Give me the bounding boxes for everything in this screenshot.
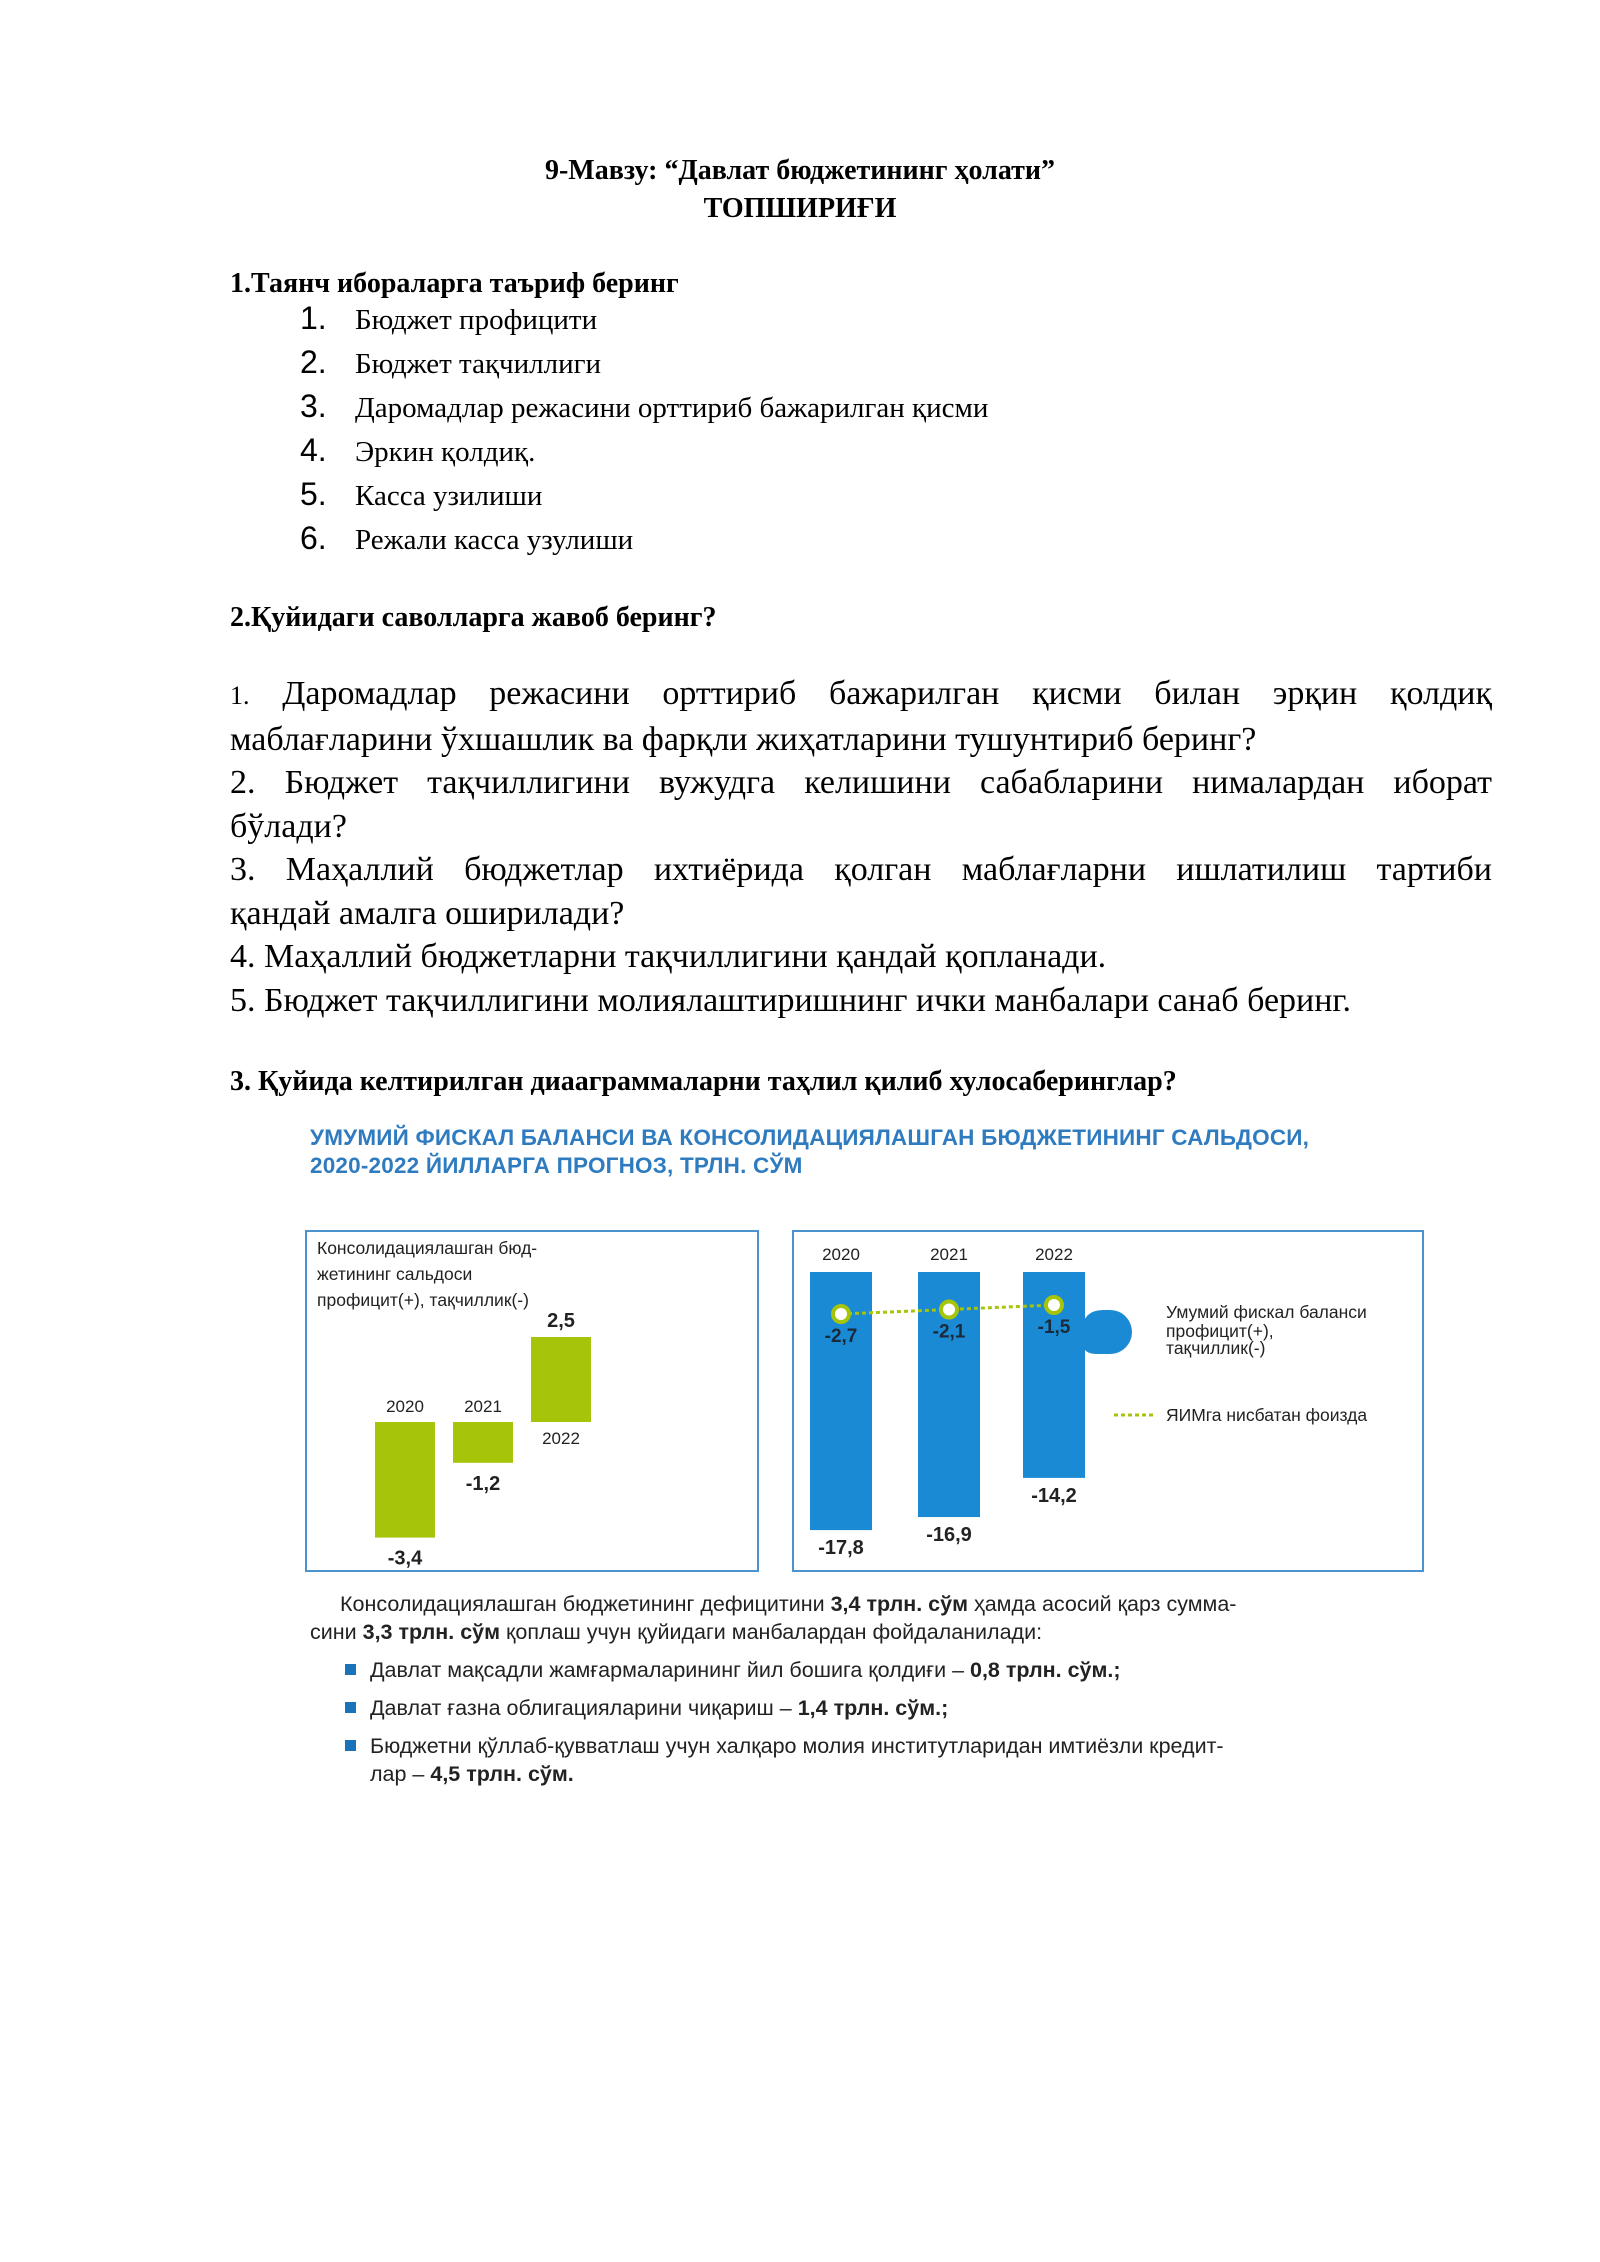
legend-label-1-line3: тақчиллик(-) — [1166, 1338, 1266, 1358]
data-label: -3,4 — [387, 1547, 423, 1570]
caption-text: ҳамда асосий қарз сумма- — [968, 1592, 1237, 1616]
data-label: -2,1 — [932, 1321, 966, 1343]
caption-bullet-continuation — [310, 1760, 1425, 1788]
data-label: -16,9 — [926, 1524, 972, 1547]
bullet-text: лар – — [370, 1762, 431, 1786]
data-label: -14,2 — [1031, 1484, 1077, 1507]
category-label: 2020 — [386, 1397, 424, 1416]
question-1-line2: маблағларини ўхшашлик ва фарқли жиҳатларини тушунтириб беринг? — [230, 720, 1257, 758]
definition-item — [300, 388, 988, 432]
question-2-line2: бўлади? — [230, 807, 347, 845]
chart-title-line3: профицит(+), тақчиллик(-) — [317, 1290, 529, 1310]
item-number: 1. — [300, 300, 327, 336]
caption-bullet — [310, 1694, 1425, 1722]
bar — [375, 1422, 435, 1538]
item-number: 5. — [300, 476, 327, 512]
bullet-text: Давлат ғазна облигацияларини чиқариш – — [370, 1696, 798, 1720]
figure-title-line2: 2020-2022 ЙИЛЛАРГА ПРОГНОЗ, ТРЛН. СЎМ — [310, 1153, 803, 1178]
section2-heading: 2.Қуйидаги саволларга жавоб беринг? — [230, 602, 717, 633]
data-label: -1,2 — [465, 1472, 501, 1495]
legend-label-1-line1: Умумий фискал баланси — [1166, 1302, 1367, 1322]
item-text: Эркин қолдиқ. — [355, 436, 536, 468]
item-text: Режали касса узулиши — [355, 524, 634, 556]
bullet-value: 1,4 трлн. сўм.; — [797, 1696, 949, 1720]
document-title: 9-Мавзу: “Давлат бюджетининг ҳолати” — [544, 155, 1056, 186]
caption-bullet — [310, 1732, 1425, 1760]
bullet-text: Бюджетни қўллаб-қувватлаш учун халқаро молия институтларидан имтиёзли кредит- — [370, 1734, 1224, 1758]
item-text: Бюджет профицити — [355, 304, 598, 336]
question-1-line1 — [230, 672, 1492, 718]
data-point — [833, 1306, 849, 1322]
legend-blue-drop-icon — [1082, 1310, 1132, 1354]
item-number: 4. — [300, 432, 327, 468]
caption-text: сини — [310, 1620, 363, 1644]
data-point — [941, 1302, 957, 1318]
item-text: Даромадлар режасини орттириб бажарилган қисми — [355, 392, 989, 424]
data-point — [1046, 1297, 1062, 1313]
caption-text: қоплаш учун қуйидаги манбалардан фойдаланилади: — [500, 1620, 1043, 1644]
definition-list — [300, 300, 988, 564]
item-number: 3. — [300, 388, 327, 424]
bullet-value: 0,8 трлн. сўм.; — [970, 1658, 1121, 1682]
data-label: -2,7 — [824, 1326, 858, 1347]
caption-bullet — [310, 1656, 1425, 1684]
bullet-value: 4,5 трлн. сўм. — [430, 1762, 574, 1786]
legend-label-1-line2: профицит(+), — [1166, 1321, 1274, 1341]
caption-line1 — [310, 1590, 1425, 1618]
bar — [453, 1422, 513, 1463]
data-label: 2,5 — [547, 1310, 575, 1332]
item-number: 6. — [300, 520, 327, 556]
definition-item — [300, 520, 988, 564]
category-label: 2021 — [464, 1397, 502, 1416]
chart-title-line2: жетининг сальдоси — [317, 1264, 473, 1284]
definition-item — [300, 476, 988, 520]
question-list — [230, 672, 1492, 1022]
bullet-square-icon — [345, 1664, 356, 1675]
caption-text: Консолидациялашган бюджетининг дефицитини — [340, 1592, 831, 1616]
section1-heading: 1.Таянч ибораларга таъриф беринг — [230, 268, 679, 299]
figure-title — [310, 1124, 1309, 1180]
category-label: 2021 — [930, 1245, 968, 1264]
question-1-text: Даромадлар режасини орттириб бажарилган қисми билан эрқин қолдиқ — [282, 675, 1493, 712]
question-5: 5. Бюджет тақчиллигини молиялаштиришнинг ички манбалари санаб беринг. — [230, 981, 1352, 1019]
caption-value: 3,3 трлн. сўм — [362, 1620, 501, 1644]
bar — [531, 1337, 591, 1422]
question-3-line1: 3. Маҳаллий бюджетлар ихтиёрида қолган маблағларни ишлатилиш тартиби — [230, 851, 1492, 888]
bullet-square-icon — [345, 1702, 356, 1713]
category-label: 2022 — [542, 1429, 580, 1448]
category-label: 2020 — [822, 1245, 860, 1264]
bullet-text: Давлат мақсадли жамғармаларининг йил бошига қолдиғи – — [370, 1658, 970, 1682]
chart-frame — [793, 1231, 1423, 1571]
document-subtitle: ТОПШИРИҒИ — [703, 193, 897, 224]
definition-item — [300, 344, 988, 388]
caption-value: 3,4 трлн. сўм — [830, 1592, 968, 1616]
definition-item — [300, 432, 988, 476]
question-3-line2: қандай амалга оширилади? — [230, 894, 625, 932]
item-text: Бюджет тақчиллиги — [355, 348, 602, 380]
question-2-line1: 2. Бюджет тақчиллигини вужудга келишини сабабларини нималардан иборат — [230, 764, 1492, 801]
question-4: 4. Маҳаллий бюджетларни тақчиллигини қандай қопланади. — [230, 938, 1107, 975]
figure-caption — [310, 1590, 1425, 1788]
section3-heading: 3. Қуйида келтирилган диааграммаларни таҳлил қилиб хулосаберинглар? — [230, 1066, 1177, 1097]
category-label: 2022 — [1035, 1245, 1073, 1264]
chart-title-line1: Консолидациялашган бюд- — [317, 1238, 538, 1258]
fiscal-balance-chart — [792, 1230, 1426, 1574]
figure-title-line1: УМУМИЙ ФИСКАЛ БАЛАНСИ ВА КОНСОЛИДАЦИЯЛАШГАН БЮДЖЕТИНИНГ САЛЬДОСИ, — [310, 1125, 1310, 1150]
item-number: 2. — [300, 344, 327, 380]
item-text: Касса узилиши — [355, 480, 543, 512]
definition-item — [300, 300, 988, 344]
question-1-number: 1. — [230, 681, 250, 710]
data-label: -17,8 — [818, 1537, 864, 1560]
bullet-square-icon — [345, 1740, 356, 1751]
consolidated-budget-chart — [305, 1230, 761, 1574]
legend-label-2: ЯИМга нисбатан фоизда — [1166, 1405, 1368, 1425]
caption-line2 — [310, 1618, 1425, 1646]
data-label: -1,5 — [1037, 1317, 1071, 1338]
